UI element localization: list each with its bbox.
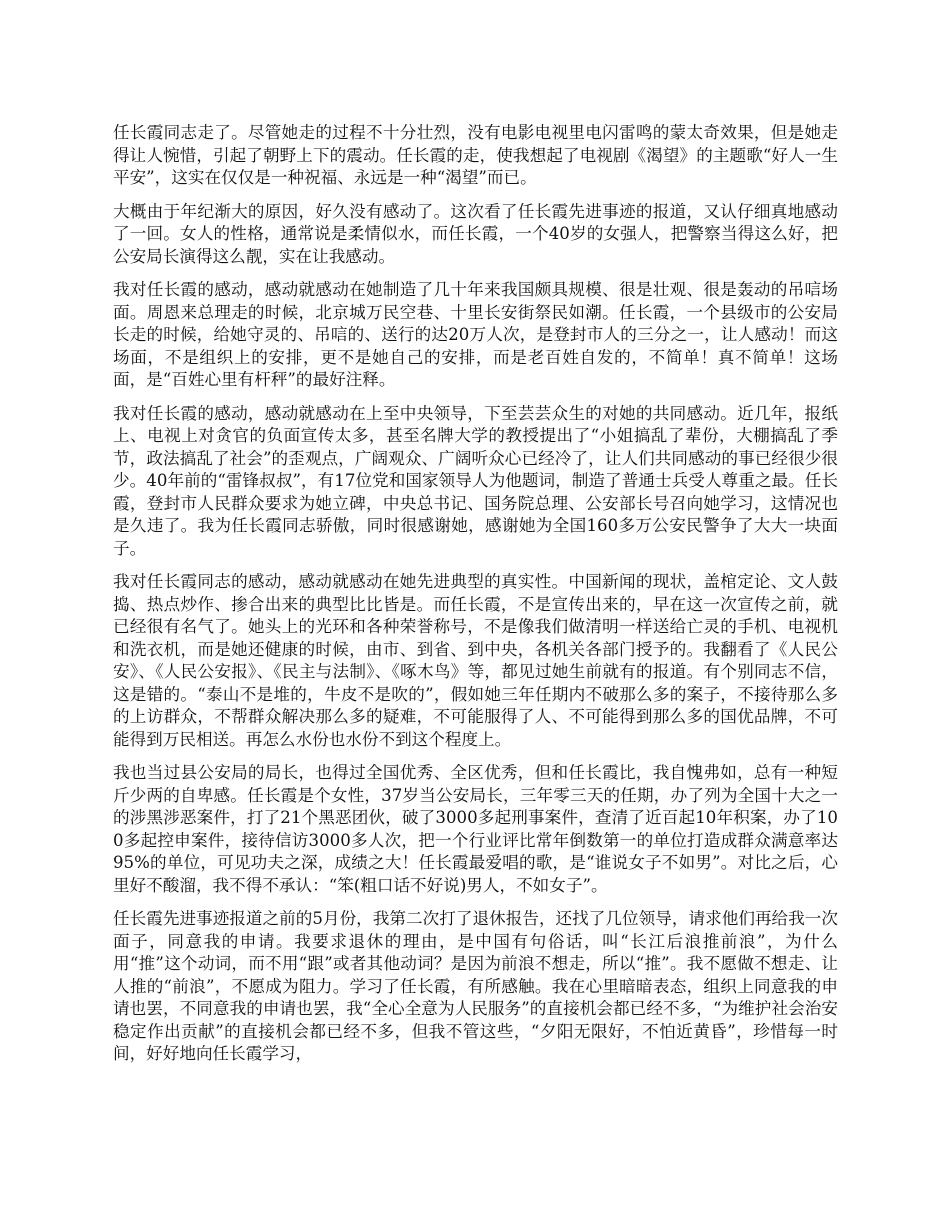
- paragraph-1: 任长霞同志走了。尽管她走的过程不十分壮烈，没有电影电视里电闪雷鸣的蒙太奇效果，但是她走得让人惋惜，引起了朝野上下的震动。任长霞的走，使我想起了电视剧《渴望》的主题歌“好人一生平安”，这实在仅仅是一种祝福、永远是一种“渴望”而已。: [113, 123, 838, 187]
- paragraph-6: 我也当过县公安局的局长，也得过全国优秀、全区优秀，但和任长霞比，我自愧弗如，总有一种短斤少两的自卑感。任长霞是个女性，37岁当公安局长，三年零三天的任期，办了列为全国十大之一的涉黑涉恶案件，打了21个黑恶团伙，破了3000多起刑事案件，查清了近百起10年积案，办了100多起控申案件，接待信访3000多人次，把一个行业评比常年倒数第一的单位打造成群众满意率达95%的单位，可见功夫之深，成绩之大！任长霞最爱唱的歌，是“谁说女子不如男”。对比之后，心里好不酸溜，我不得不承认：“笨(粗口话不好说)男人，不如女子”。: [113, 763, 838, 895]
- document-body: [113, 122, 838, 1077]
- paragraph-4: 我对任长霞的感动，感动就感动在上至中央领导，下至芸芸众生的对她的共同感动。近几年，报纸上、电视上对贪官的负面宣传太多，甚至名牌大学的教授提出了“小姐搞乱了辈份，大棚搞乱了季节，政法搞乱了社会”的歪观点，广阔观众、广阔听众心已经冷了，让人们共同感动的事已经很少很少。40年前的“雷锋叔叔”，有17位党和国家领导人为他题词，制造了普通士兵受人尊重之最。任长霞，登封市人民群众要求为她立碑，中央总书记、国务院总理、公安部长号召向她学习，这情况也是久违了。我为任长霞同志骄傲，同时很感谢她，感谢她为全国160多万公安民警争了大大一块面子。: [113, 403, 838, 558]
- paragraph-3: 我对任长霞的感动，感动就感动在她制造了几十年来我国颇具规模、很是壮观、很是轰动的吊唁场面。周恩来总理走的时候，北京城万民空巷、十里长安街祭民如潮。任长霞，一个县级市的公安局长走的时候，给她守灵的、吊唁的、送行的达20万人次，是登封市人的三分之一，让人感动！而这场面，不是组织上的安排，更不是她自己的安排，而是老百姓自发的，不简单！真不简单！这场面，是“百姓心里有杆秤”的最好注释。: [113, 280, 838, 389]
- paragraph-5: 我对任长霞同志的感动，感动就感动在她先进典型的真实性。中国新闻的现状，盖棺定论、文人鼓捣、热点炒作、掺合出来的典型比比皆是。而任长霞，不是宣传出来的，早在这一次宣传之前，就已经很有名气了。她头上的光环和各种荣誉称号，不是像我们做清明一样送给亡灵的手机、电视机和洗衣机，而是她还健康的时候，由市、到省、到中央，各机关各部门授予的。我翻看了《人民公安》、《人民公安报》、《民主与法制》、《啄木鸟》等，都见过她生前就有的报道。有个别同志不信，这是错的。“泰山不是堆的，牛皮不是吹的”，假如她三年任期内不破那么多的案子，不接待那么多的上访群众，不帮群众解决那么多的疑难，不可能服得了人、不可能得到那么多的国优品牌，不可能得到万民相送。再怎么水份也水份不到这个程度上。: [113, 572, 838, 749]
- paragraph-7: 任长霞先进事迹报道之前的5月份，我第二次打了退休报告，还找了几位领导，请求他们再给我一次面子，同意我的申请。我要求退休的理由，是中国有句俗话，叫“长江后浪推前浪”，为什么用“推”这个动词，而不用“跟”或者其他动词？是因为前浪不想走，所以“推”。我不愿做不想走、让人推的“前浪”，不愿成为阻力。学习了任长霞，有所感触。我在心里暗暗表态，组织上同意我的申请也罢，不同意我的申请也罢，我“全心全意为人民服务”的直接机会都已经不多，“为维护社会治安稳定作出贡献”的直接机会都已经不多，但我不管这些，“夕阳无限好，不怕近黄昏”，珍惜每一时间，好好地向任长霞学习，: [113, 909, 838, 1063]
- paragraph-2: 大概由于年纪渐大的原因，好久没有感动了。这次看了任长霞先进事迹的报道，又认仔细真地感动了一回。女人的性格，通常说是柔情似水，而任长霞，一个40岁的女强人，把警察当得这么好，把公安局长演得这么靓，实在让我感动。: [113, 201, 838, 266]
